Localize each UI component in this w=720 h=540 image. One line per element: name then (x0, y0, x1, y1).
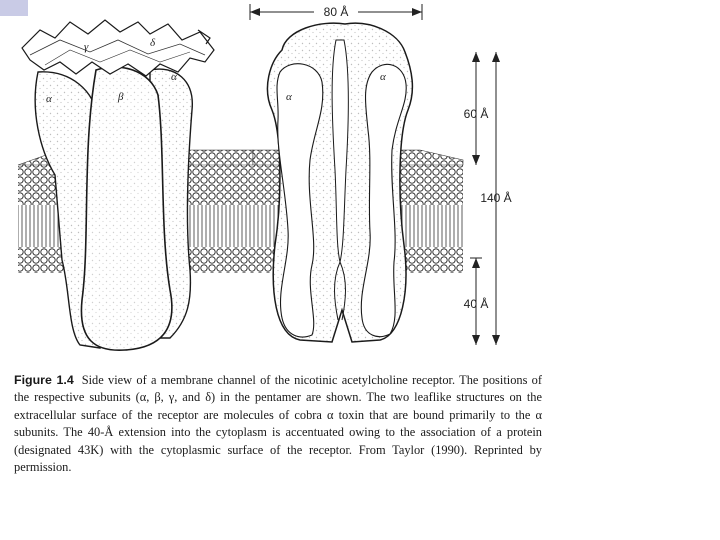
receptor-cross-section (267, 23, 412, 342)
dim-label-width: 80 Å (323, 5, 349, 19)
label-alpha-right: α (171, 71, 177, 83)
figure-number: Figure 1.4 (14, 373, 74, 387)
label-delta: δ (150, 37, 156, 49)
label-section-alpha-left: α (286, 91, 292, 103)
dim-label-lower: 40 Å (463, 297, 489, 311)
dimension-upper (464, 52, 489, 165)
dimension-lower (464, 258, 489, 345)
label-gamma: γ (84, 41, 89, 53)
caption-text: Side view of a membrane channel of the nicotinic acetylcholine receptor. The positions of the respective subunits (α, β, γ, and δ) in the pentamer are shown. The two leaflike structures on the extracellular surface of the receptor are molecules of cobra α toxin that are bound primarily to the α subunits. The 40-Å extension into the cytoplasm is accentuated owing to the association of a protein (designated 43K) with the cytoplasmic surface of the receptor. From Taylor (1990). Reprinted by permission. (14, 373, 543, 475)
label-beta: β (118, 91, 124, 103)
label-alpha-left: α (46, 93, 52, 105)
figure-caption (14, 372, 542, 476)
label-section-alpha-right: α (380, 71, 386, 83)
dimension-width (250, 3, 422, 20)
dim-label-upper: 60 Å (463, 107, 489, 121)
dim-label-total: 140 Å (480, 191, 512, 205)
